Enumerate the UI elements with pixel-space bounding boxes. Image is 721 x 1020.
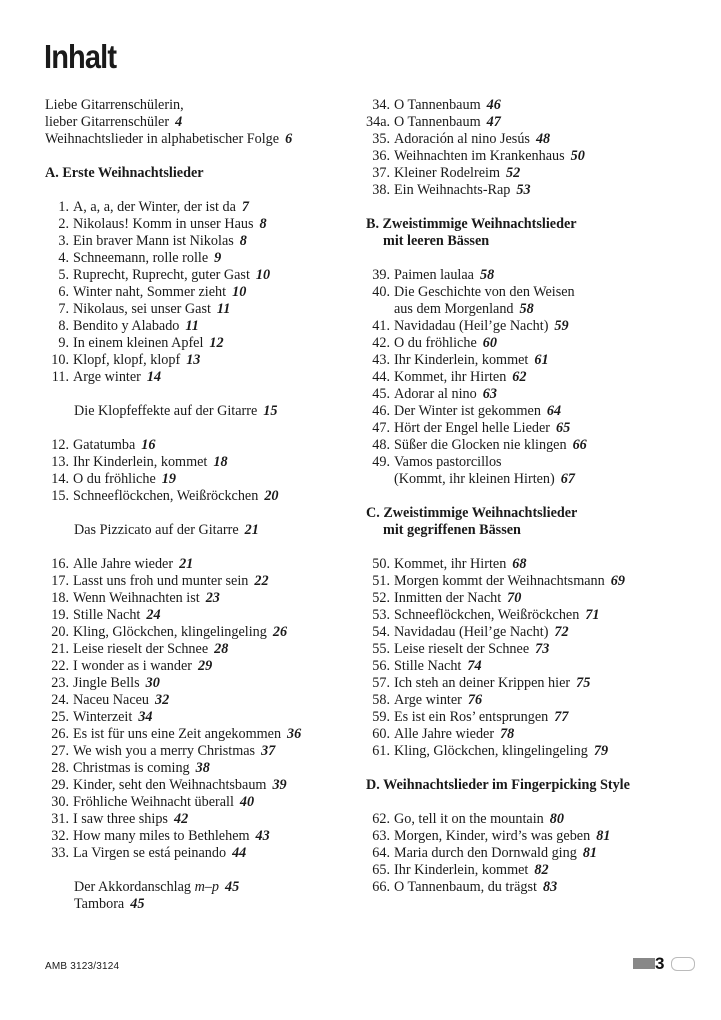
entry-number: 28. [51, 760, 69, 776]
page-number: 3 [655, 954, 665, 973]
page-ref: 67 [560, 471, 575, 487]
toc-entry [366, 845, 716, 862]
toc-entry [366, 862, 716, 879]
entry-title: (Kommt, ihr kleinen Hirten) [394, 471, 555, 487]
entry-number: 30. [51, 794, 69, 810]
toc-entry [366, 369, 716, 386]
toc-entry [366, 641, 716, 658]
page-ref: 24 [146, 607, 161, 623]
page-ref: 21 [244, 522, 259, 538]
entry-title: Navidadau (Heil’ge Nacht) [394, 624, 549, 640]
toc-entry [366, 420, 716, 437]
page-ref: 47 [486, 114, 501, 130]
entry-title: Naceu Naceu [73, 692, 150, 708]
entry-title: Ein Weihnachts-Rap [394, 182, 511, 198]
toc-entry [366, 590, 716, 607]
entry-number: 27. [51, 743, 69, 759]
entry-number: 51. [372, 573, 390, 589]
entry-title: Kinder, seht den Weihnachtsbaum [73, 777, 267, 793]
entry-number: 3. [58, 233, 69, 249]
page-ref: 11 [216, 301, 231, 317]
entry-number: 13. [51, 454, 69, 470]
entry-number: 12. [51, 437, 69, 453]
entry-number: 32. [51, 828, 69, 844]
intro-line: lieber Gitarrenschüler 4 [45, 114, 183, 130]
catalog-code: AMB 3123/3124 [45, 961, 120, 972]
entry-number: 34. [372, 97, 390, 113]
toc-entry [366, 386, 716, 403]
toc-entry [366, 607, 716, 624]
toc-entry [366, 879, 716, 896]
page-ref: 80 [549, 811, 564, 827]
entry-number: 5. [58, 267, 69, 283]
page-ref: 45 [130, 896, 145, 912]
toc-entry [45, 675, 365, 692]
entry-number: 53. [372, 607, 390, 623]
page-ref: 36 [287, 726, 302, 742]
entry-number: 66. [372, 879, 390, 895]
page-ref: 28 [214, 641, 229, 657]
entry-number: 48. [372, 437, 390, 453]
toc-entry [366, 437, 716, 454]
entry-title: Ihr Kinderlein, kommet [73, 454, 208, 470]
entry-title: Schneeflöckchen, Weißröckchen [73, 488, 259, 504]
entry-number: 11. [51, 369, 69, 385]
toc-entry [366, 556, 716, 573]
page-ref: 60 [482, 335, 497, 351]
toc-entry [366, 352, 716, 369]
page-ref: 19 [161, 471, 176, 487]
entry-title: Klopf, klopf, klopf [73, 352, 181, 368]
toc-entry [366, 182, 716, 199]
toc-entry [366, 97, 716, 114]
toc-entry [45, 811, 365, 828]
page-ref: 61 [534, 352, 549, 368]
entry-title: Kling, Glöckchen, klingelingeling [73, 624, 267, 640]
page-ref: 37 [261, 743, 276, 759]
page-ref: 16 [141, 437, 156, 453]
toc-entry [45, 267, 365, 284]
page-ref: 26 [272, 624, 288, 640]
toc-entry [45, 352, 365, 369]
toc-entry [45, 284, 365, 301]
page-ref: 78 [500, 726, 515, 742]
page-ref: 23 [205, 590, 220, 606]
page-ref: 39 [272, 777, 287, 793]
entry-title: Morgen, Kinder, wird’s was geben [394, 828, 591, 844]
entry-title: Ruprecht, Ruprecht, guter Gast [73, 267, 250, 283]
toc-entry [45, 556, 365, 573]
entry-number: 47. [372, 420, 390, 436]
entry-title: Kleiner Rodelreim [394, 165, 500, 181]
entry-number: 10. [51, 352, 69, 368]
entry-title: Stille Nacht [394, 658, 462, 674]
toc-entry [366, 624, 716, 641]
entry-number: 56. [372, 658, 390, 674]
entry-title: Schneeflöckchen, Weißröckchen [394, 607, 580, 623]
entry-title: Arge winter [394, 692, 462, 708]
entry-title: O du fröhliche [394, 335, 477, 351]
entry-number: 8. [58, 318, 69, 334]
entry-number: 40. [372, 284, 390, 300]
entry-title: Jingle Bells [73, 675, 140, 691]
entry-title: Paimen laulaa [394, 267, 474, 283]
entry-number: 22. [51, 658, 69, 674]
entry-title: Navidadau (Heil’ge Nacht) [394, 318, 549, 334]
entry-number: 61. [372, 743, 390, 759]
page-ref: 8 [259, 216, 267, 232]
entry-title: Der Winter ist gekommen [394, 403, 541, 419]
entry-number: 31. [51, 811, 69, 827]
entry-number: 17. [51, 573, 69, 589]
entry-number: 50. [372, 556, 390, 572]
entry-title: Es ist ein Ros’ entsprungen [394, 709, 549, 725]
page-ref: 62 [512, 369, 527, 385]
entry-title: Bendito y Alabado [73, 318, 180, 334]
entry-number: 41. [372, 318, 390, 334]
entry-title: Süßer die Glocken nie klingen [394, 437, 567, 453]
entry-number: 58. [372, 692, 390, 708]
toc-entry [366, 335, 716, 352]
page-ref: 64 [546, 403, 562, 419]
toc-entry [45, 794, 365, 811]
page-ref: 8 [239, 233, 247, 249]
entry-title: Adoración al nino Jesús [394, 131, 530, 147]
page-ref: 30 [145, 675, 160, 691]
entry-number: 45. [372, 386, 390, 402]
page-ref: 7 [241, 199, 249, 215]
entry-title: Die Geschichte von den Weisen [394, 284, 575, 300]
page-ref: 43 [255, 828, 270, 844]
entry-title: Winterzeit [73, 709, 133, 725]
page-ref: 10 [232, 284, 247, 300]
entry-number: 9. [58, 335, 69, 351]
entry-title: Vamos pastorcillos [394, 454, 502, 470]
toc-entry [366, 403, 716, 420]
entry-number: 59. [372, 709, 390, 725]
entry-number: 64. [372, 845, 390, 861]
page-ref: 63 [482, 386, 497, 402]
entry-title: How many miles to Bethlehem [73, 828, 250, 844]
toc-note: Der Akkordanschlag m–p 45 [74, 879, 240, 895]
entry-title: Alle Jahre wieder [394, 726, 495, 742]
page-ref: 9 [214, 250, 222, 266]
page-ref: 73 [535, 641, 550, 657]
toc-entry [366, 318, 716, 335]
page-ref: 10 [255, 267, 271, 283]
intro-line: Liebe Gitarrenschülerin, [45, 97, 184, 113]
page-ref: 81 [582, 845, 597, 861]
entry-title: I wonder as i wander [73, 658, 192, 674]
toc-entry [45, 573, 365, 590]
toc-entry [45, 199, 365, 216]
page-ref: 71 [585, 607, 600, 623]
entry-title: Adorar al nino [394, 386, 477, 402]
entry-title: O Tannenbaum, du trägst [394, 879, 537, 895]
page-ref: 14 [146, 369, 162, 385]
entry-number: 6. [58, 284, 69, 300]
page-ref: 52 [505, 165, 521, 181]
entry-number: 42. [372, 335, 390, 351]
page-title: Inhalt [44, 38, 117, 75]
entry-title: Maria durch den Dornwald ging [394, 845, 577, 861]
toc-note: Tambora 45 [74, 896, 145, 912]
section-b-subheading: mit leeren Bässen [383, 233, 490, 249]
entry-title: Ihr Kinderlein, kommet [394, 352, 529, 368]
toc-entry [45, 743, 365, 760]
toc-entry [45, 828, 365, 845]
entry-number: 16. [51, 556, 69, 572]
entry-number: 65. [372, 862, 390, 878]
entry-number: 21. [51, 641, 69, 657]
entry-title: Leise rieselt der Schnee [73, 641, 209, 657]
page-ref: 34 [138, 709, 153, 725]
entry-number: 60. [372, 726, 390, 742]
page-ref: 74 [467, 658, 482, 674]
guitar-icon [671, 957, 695, 971]
toc-entry [366, 454, 716, 471]
entry-title: O Tannenbaum [394, 97, 481, 113]
page-ref: 11 [185, 318, 199, 334]
entry-title: Leise rieselt der Schnee [394, 641, 530, 657]
entry-title: Ihr Kinderlein, kommet [394, 862, 529, 878]
entry-title: Ich steh an deiner Krippen hier [394, 675, 571, 691]
toc-entry [366, 267, 716, 284]
entry-title: Stille Nacht [73, 607, 141, 623]
entry-number: 33. [51, 845, 69, 861]
entry-number: 34a. [366, 114, 391, 130]
entry-number: 36. [372, 148, 390, 164]
entry-title: Arge winter [73, 369, 141, 385]
toc-entry [366, 811, 716, 828]
page-ref: 42 [173, 811, 189, 827]
page-ref: 20 [264, 488, 279, 504]
page-ref: 13 [186, 352, 201, 368]
entry-number: 43. [372, 352, 390, 368]
toc-entry [366, 828, 716, 845]
page-ref: 65 [556, 420, 571, 436]
entry-number: 2. [58, 216, 69, 232]
entry-title: Ein braver Mann ist Nikolas [73, 233, 234, 249]
entry-number: 44. [372, 369, 390, 385]
page-ref: 29 [197, 658, 213, 674]
entry-number: 55. [372, 641, 390, 657]
page-ref: 18 [213, 454, 228, 470]
entry-number: 37. [372, 165, 390, 181]
toc-entry [366, 148, 716, 165]
section-c-subheading: mit gegriffenen Bässen [383, 522, 521, 538]
entry-number: 4. [58, 250, 69, 266]
page-ref: 75 [576, 675, 591, 691]
entry-title: La Virgen se está peinando [73, 845, 227, 861]
entry-title: Kling, Glöckchen, klingelingeling [394, 743, 588, 759]
entry-number: 52. [372, 590, 390, 606]
entry-title: Wenn Weihnachten ist [73, 590, 200, 606]
page-ref: 83 [542, 879, 558, 895]
intro-line: Weihnachtslieder in alphabetischer Folge 6 [45, 131, 293, 147]
page-ref: 58 [479, 267, 495, 283]
toc-entry [366, 675, 716, 692]
page-ref: 72 [554, 624, 569, 640]
toc-entry [45, 437, 365, 454]
entry-title: Weihnachten im Krankenhaus [394, 148, 565, 164]
entry-number: 26. [51, 726, 69, 742]
toc-entry [45, 726, 365, 743]
toc-entry [45, 318, 365, 335]
entry-number: 57. [372, 675, 390, 691]
toc-entry [45, 607, 365, 624]
entry-title: Winter naht, Sommer zieht [73, 284, 227, 300]
entry-number: 29. [51, 777, 69, 793]
entry-title: Nikolaus! Komm in unser Haus [73, 216, 254, 232]
toc-entry [366, 301, 716, 318]
entry-title: aus dem Morgenland [394, 301, 514, 317]
entry-title: In einem kleinen Apfel [73, 335, 204, 351]
page-ref: 44 [232, 845, 247, 861]
toc-entry [366, 692, 716, 709]
toc-entry [366, 284, 716, 301]
page-ref: 77 [554, 709, 569, 725]
entry-number: 63. [372, 828, 390, 844]
toc-entry [45, 250, 365, 267]
entry-number: 49. [372, 454, 390, 470]
toc-entry [45, 641, 365, 658]
toc-entry [45, 454, 365, 471]
toc-entry [45, 658, 365, 675]
page-ref: 82 [534, 862, 549, 878]
page-ref: 38 [195, 760, 210, 776]
entry-title: Lasst uns froh und munter sein [73, 573, 249, 589]
entry-number: 54. [372, 624, 390, 640]
toc-entry [45, 760, 365, 777]
entry-number: 19. [51, 607, 69, 623]
page-ref: 15 [263, 403, 278, 419]
entry-number: 23. [51, 675, 69, 691]
toc-entry [366, 709, 716, 726]
entry-title: Hört der Engel helle Lieder [394, 420, 550, 436]
page-number-badge [633, 954, 693, 974]
toc-entry [45, 624, 365, 641]
toc-entry [45, 488, 365, 505]
entry-number: 20. [51, 624, 69, 640]
entry-title: I saw three ships [73, 811, 168, 827]
page-ref: 81 [596, 828, 611, 844]
toc-entry [45, 590, 365, 607]
toc-entry [366, 743, 716, 760]
entry-title: O du fröhliche [73, 471, 156, 487]
page-ref: 68 [512, 556, 527, 572]
toc-entry [366, 726, 716, 743]
toc-entry [366, 131, 716, 148]
page-ref: 6 [285, 131, 293, 147]
page-ref: 12 [209, 335, 224, 351]
toc-entry [45, 335, 365, 352]
toc-entry [45, 471, 365, 488]
toc-entry [45, 692, 365, 709]
entry-title: Gatatumba [73, 437, 136, 453]
page-ref: 40 [239, 794, 255, 810]
page-ref: 66 [572, 437, 587, 453]
entry-title: O Tannenbaum [394, 114, 481, 130]
section-b-heading: B. Zweistimmige Weihnachtslieder [366, 216, 577, 232]
entry-number: 24. [51, 692, 69, 708]
entry-number: 62. [372, 811, 390, 827]
page-ref: 70 [507, 590, 522, 606]
entry-number: 1. [58, 199, 69, 215]
toc-left-column [45, 97, 365, 913]
entry-title: Schneemann, rolle rolle [73, 250, 209, 266]
entry-title: Christmas is coming [73, 760, 190, 776]
toc-entry [45, 369, 365, 386]
section-a-heading: A. Erste Weihnachtslieder [45, 165, 204, 181]
page-ref: 45 [225, 879, 240, 895]
entry-title: Fröhliche Weihnacht überall [73, 794, 234, 810]
entry-title: Go, tell it on the mountain [394, 811, 544, 827]
toc-entry [45, 777, 365, 794]
toc-entry [366, 165, 716, 182]
section-d-heading: D. Weihnachtslieder im Fingerpicking Style [366, 777, 630, 793]
entry-title: Inmitten der Nacht [394, 590, 502, 606]
page-ref: 32 [155, 692, 170, 708]
page-ref: 59 [554, 318, 569, 334]
page-ref: 79 [593, 743, 609, 759]
entry-title: We wish you a merry Christmas [73, 743, 256, 759]
toc-entry [45, 845, 365, 862]
entry-number: 14. [51, 471, 69, 487]
page-ref: 21 [179, 556, 194, 572]
page-ref: 53 [516, 182, 531, 198]
page-ref: 58 [519, 301, 534, 317]
entry-title: A, a, a, der Winter, der ist da [73, 199, 236, 215]
entry-number: 25. [51, 709, 69, 725]
entry-title: Kommet, ihr Hirten [394, 369, 507, 385]
toc-entry [45, 216, 365, 233]
section-c-heading: C. Zweistimmige Weihnachtslieder [366, 505, 578, 521]
toc-entry [366, 658, 716, 675]
entry-title: Kommet, ihr Hirten [394, 556, 507, 572]
toc-entry [366, 573, 716, 590]
entry-number: 38. [372, 182, 390, 198]
page-ref: 22 [254, 573, 269, 589]
toc-entry [366, 114, 716, 131]
toc-note: Die Klopfeffekte auf der Gitarre 15 [74, 403, 278, 419]
entry-number: 7. [58, 301, 69, 317]
entry-number: 15. [51, 488, 69, 504]
entry-number: 46. [372, 403, 390, 419]
page-ref: 50 [570, 148, 585, 164]
page-ref: 76 [467, 692, 483, 708]
toc-right-column [366, 97, 716, 896]
entry-number: 18. [51, 590, 69, 606]
toc-note: Das Pizzicato auf der Gitarre 21 [74, 522, 259, 538]
entry-title: Alle Jahre wieder [73, 556, 174, 572]
toc-entry [45, 301, 365, 318]
page-ref: 69 [610, 573, 625, 589]
page-ref: 46 [486, 97, 501, 113]
toc-entry [366, 471, 716, 488]
entry-title: Nikolaus, sei unser Gast [73, 301, 211, 317]
entry-number: 39. [372, 267, 390, 283]
decor-bar [633, 958, 655, 969]
page-ref: 48 [535, 131, 551, 147]
page-ref: 4 [175, 114, 183, 130]
toc-entry [45, 709, 365, 726]
entry-title: Morgen kommt der Weihnachtsmann [394, 573, 605, 589]
toc-entry [45, 233, 365, 250]
entry-number: 35. [372, 131, 390, 147]
entry-title: Es ist für uns eine Zeit angekommen [73, 726, 282, 742]
